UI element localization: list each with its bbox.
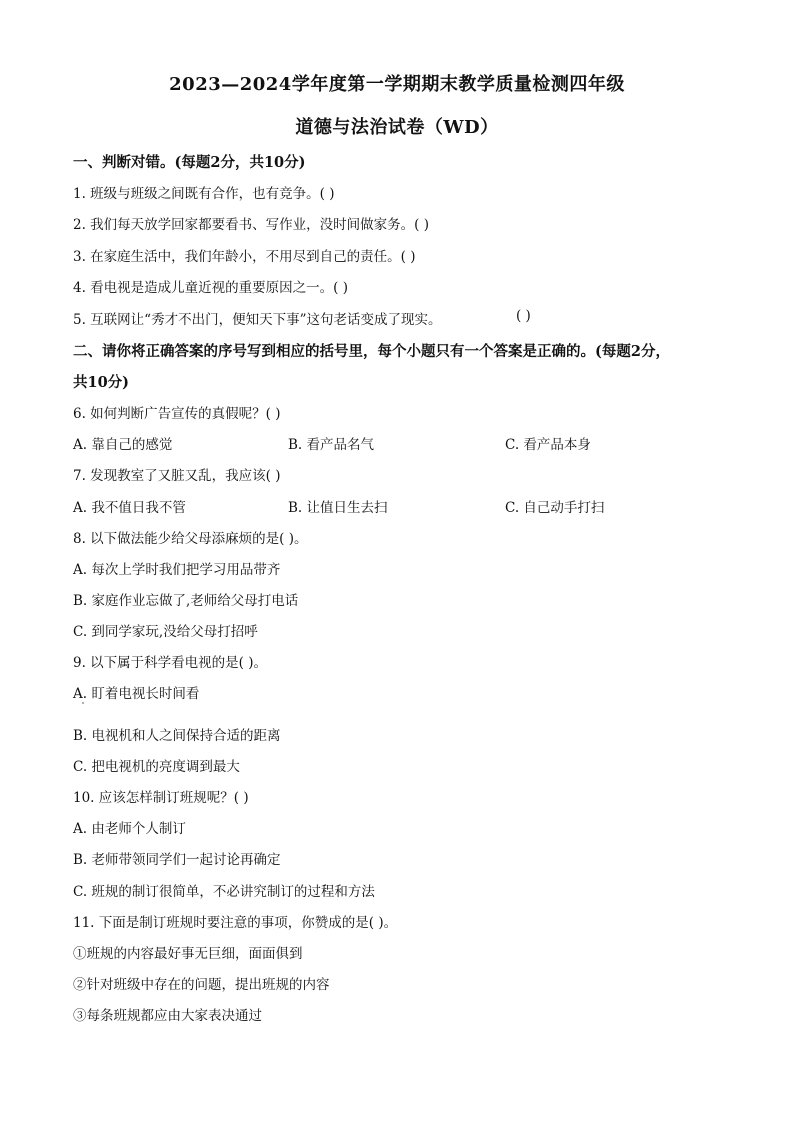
- question-8-option-c: C. 到同学家玩,没给父母打招呼: [73, 624, 258, 640]
- question-11: 11. 下面是制订班规时要注意的事项，你赞成的是( )。: [73, 915, 398, 931]
- question-5-answer-blank: ( ): [516, 308, 531, 324]
- stray-dot-mark: [82, 702, 84, 704]
- question-7-option-a: A. 我不值日我不管: [73, 500, 186, 516]
- question-10-option-c: C. 班规的制订很简单，不必讲究制订的过程和方法: [73, 884, 375, 900]
- question-8-option-a: A. 每次上学时我们把学习用品带齐: [73, 562, 281, 578]
- question-3: 3. 在家庭生活中，我们年龄小，不用尽到自己的责任。( ): [73, 249, 416, 265]
- question-11-item-2: ②针对班级中存在的问题，提出班规的内容: [73, 977, 330, 993]
- question-6-option-b: B. 看产品名气: [288, 437, 375, 453]
- section2-heading-line2: 共10分): [73, 374, 130, 391]
- question-5: 5. 互联网让“秀才不出门，便知天下事”这句老话变成了现实。: [73, 312, 442, 328]
- question-7-option-b: B. 让值日生去扫: [288, 500, 388, 516]
- question-10-option-b: B. 老师带领同学们一起讨论再确定: [73, 852, 281, 868]
- question-11-item-3: ③每条班规都应由大家表决通过: [73, 1008, 262, 1024]
- exam-subtitle: 道德与法治试卷（WD）: [295, 117, 499, 138]
- question-6: 6. 如何判断广告宣传的真假呢？( ): [73, 406, 281, 422]
- question-2: 2. 我们每天放学回家都要看书、写作业，没时间做家务。( ): [73, 217, 429, 233]
- question-6-option-c: C. 看产品本身: [505, 437, 591, 453]
- question-4: 4. 看电视是造成儿童近视的重要原因之一。( ): [73, 280, 348, 296]
- section2-heading-line1: 二、请你将正确答案的序号写到相应的括号里，每个小题只有一个答案是正确的。(每题2分，: [73, 343, 670, 360]
- question-9-option-b: B. 电视机和人之间保持合适的距离: [73, 728, 281, 744]
- section1-heading: 一、判断对错。(每题2分，共10分): [73, 154, 306, 171]
- question-9-option-c: C. 把电视机的亮度调到最大: [73, 759, 240, 775]
- question-9: 9. 以下属于科学看电视的是( )。: [73, 655, 267, 671]
- question-7: 7. 发现教室了又脏又乱，我应该( ): [73, 468, 281, 484]
- question-7-option-c: C. 自己动手打扫: [505, 500, 605, 516]
- question-1: 1. 班级与班级之间既有合作，也有竞争。( ): [73, 186, 335, 202]
- question-9-option-a: A. 盯着电视长时间看: [73, 686, 200, 702]
- question-8-option-b: B. 家庭作业忘做了,老师给父母打电话: [73, 593, 299, 609]
- question-10: 10. 应该怎样制订班规呢？( ): [73, 790, 249, 806]
- exam-title: 2023—2024学年度第一学期期末教学质量检测四年级: [169, 74, 625, 95]
- question-8: 8. 以下做法能少给父母添麻烦的是( )。: [73, 531, 308, 547]
- question-11-item-1: ①班规的内容最好事无巨细，面面俱到: [73, 946, 303, 962]
- question-10-option-a: A. 由老师个人制订: [73, 821, 186, 837]
- question-6-option-a: A. 靠自己的感觉: [73, 437, 173, 453]
